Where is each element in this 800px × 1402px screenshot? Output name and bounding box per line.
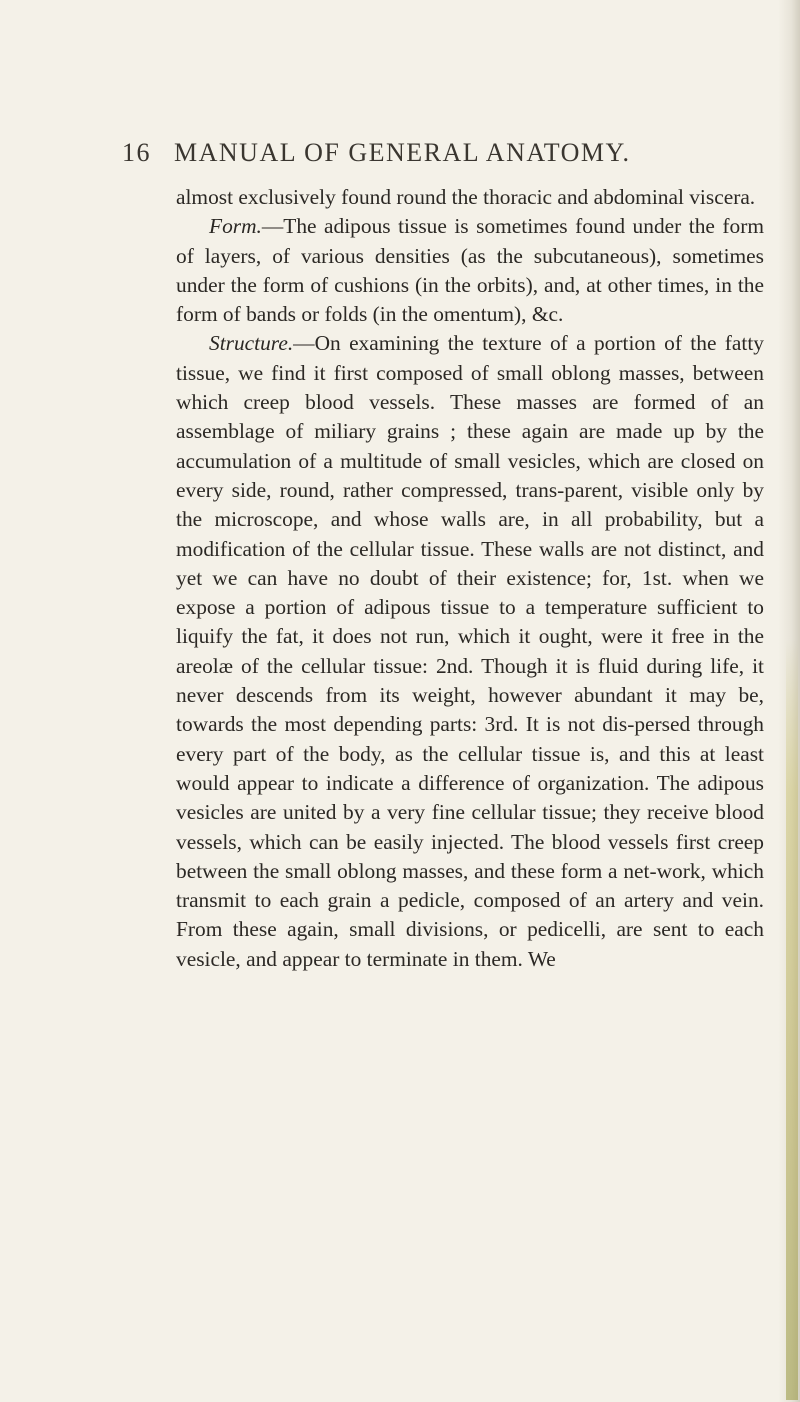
paragraph-continuation (176, 183, 764, 212)
paragraph-form (176, 212, 764, 329)
page-number: 16 (122, 138, 151, 167)
running-header (122, 138, 742, 168)
running-title: MANUAL OF GENERAL ANATOMY. (174, 138, 631, 167)
paragraph-text: —On examining the texture of a portion of the fatty tissue, we find it first composed of small oblong masses, between which creep blood vessels. These masses are formed of an assemblage of miliary grains ; these again are made up by the accumulation of a multitude of small vesicles, which are closed on every side, round, rather compressed, trans-parent, visible only by the microscope, and whose walls are, in all probability, but a modification of the cellular tissue. These walls are not distinct, and yet we can have no doubt of their existence; for, 1st. when we expose a portion of adipous tissue to a temperature sufficient to liquify the fat, it does not run, which it ought, were it free in the areolæ of the cellular tissue: 2nd. Though it is fluid during life, it never descends from its weight, however abundant it may be, towards the most depending parts: 3rd. It is not dis-persed through every part of the body, as the cellular tissue is, and this at least would appear to indicate a difference of organization. The adipous vesicles are united by a very fine cellular tissue; they receive blood vessels, which can be easily injected. The blood vessels first creep between the small oblong masses, and these form a net-work, which transmit to each grain a pedicle, composed of an artery and vein. From these again, small divisions, or pedicelli, are sent to each vesicle, and appear to terminate in them. We (176, 331, 764, 971)
body-text (176, 183, 764, 974)
page-edge-stain (786, 640, 798, 1400)
section-heading-form: Form. (209, 214, 262, 239)
section-heading-structure: Structure. (209, 331, 294, 356)
paragraph-structure (176, 329, 764, 974)
paragraph-text: —The adipous tissue is sometimes found under the form of layers, of various densities (as the subcutaneous), sometimes under the form of cushions (in the orbits), and, at other times, in the form of bands or folds (in the omentum), &c. (176, 214, 764, 327)
paragraph-text: almost exclusively found round the thoracic and abdominal viscera. (176, 185, 756, 209)
